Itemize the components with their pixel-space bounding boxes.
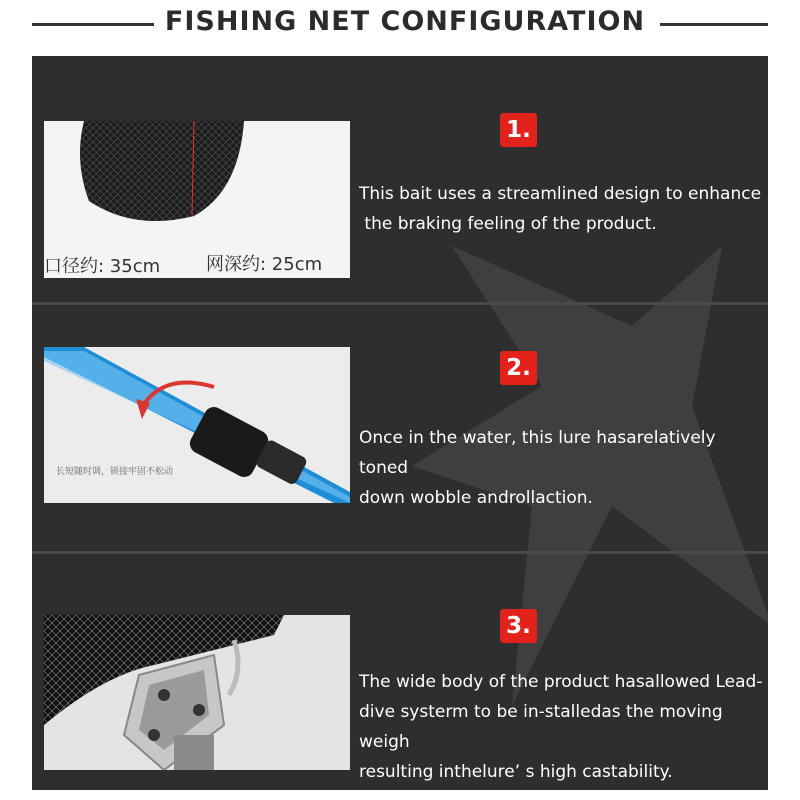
step-badge-1: 1. (500, 113, 537, 147)
page-header (0, 0, 800, 48)
header-right-rule (660, 23, 768, 26)
feature-description-1: This bait uses a streamlined design to enhance the braking feeling of the product. (359, 184, 762, 234)
pole-lock-image (44, 347, 350, 503)
page-title: FISHING NET CONFIGURATION (164, 6, 646, 37)
landing-net-image (44, 121, 350, 278)
header-left-rule (32, 23, 154, 26)
folding-joint-photo (44, 615, 350, 770)
feature-section-1 (32, 56, 768, 302)
step-badge-3: 3. (500, 609, 537, 643)
net-size-photo (44, 121, 350, 278)
caption-diameter: 口径约: 35cm (44, 256, 161, 277)
telescopic-pole-photo (44, 347, 350, 503)
folding-joint-image (44, 615, 350, 770)
pole-caption: 长短随时调，锁接牢固不松动 (56, 467, 174, 477)
feature-section-2 (32, 305, 768, 551)
feature-description-3: The wide body of the product hasallowed Lead- dive systerm to be in-stalledas the moving weigh resulting inthelure’ s high castability. (359, 672, 763, 782)
feature-panel (32, 56, 768, 790)
feature-description-2: Once in the water, this lure hasarelatively toned down wobble androllaction. (359, 428, 716, 508)
caption-depth: 网深约: 25cm (206, 254, 323, 275)
step-badge-2: 2. (500, 351, 537, 385)
feature-section-3 (32, 554, 768, 790)
